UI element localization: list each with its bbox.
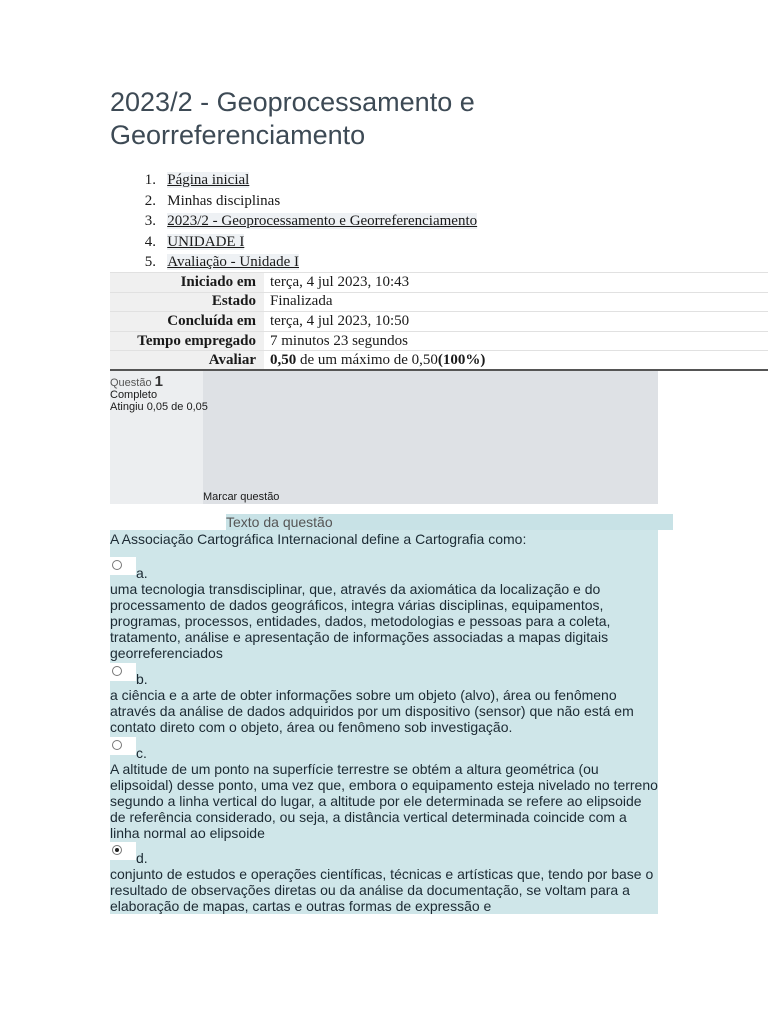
radio-circle-icon <box>112 560 122 570</box>
radio-selected-dot-icon <box>115 848 119 852</box>
option-a-text[interactable]: uma tecnologia transdisciplinar, que, através da axiomática da localização e do processamento de dados geográficos, integra várias disciplinas, equipamentos, programas, processos, entidades, dados, metodologias e pessoas para a coleta, tratamento, análise e apresentação de informações associadas a mapas digitais georreferenciados <box>110 581 611 661</box>
summary-label: Iniciado em <box>110 273 264 293</box>
grade-percent: (100%) <box>437 351 486 368</box>
question-info-panel <box>110 371 658 504</box>
breadcrumb-item-home <box>110 170 477 191</box>
question-text-header: Texto da questão <box>226 514 673 530</box>
question-grade: Atingiu 0,05 de 0,05 <box>110 401 208 413</box>
breadcrumb-item-unit <box>110 232 477 253</box>
breadcrumb-link-course[interactable]: 2023/2 - Geoprocessamento e Georreferenciamento <box>167 213 478 229</box>
breadcrumb-item-my-courses <box>110 191 477 212</box>
question-state: Completo <box>110 389 158 401</box>
summary-value: terça, 4 jul 2023, 10:50 <box>264 312 768 332</box>
summary-label: Estado <box>110 292 264 312</box>
option-c-radio[interactable] <box>110 737 136 755</box>
summary-label: Concluída em <box>110 312 264 332</box>
breadcrumb-text-my-courses: Minhas disciplinas <box>167 192 281 209</box>
grade-score: 0,50 <box>270 351 297 368</box>
breadcrumb-number: 5. <box>144 254 156 270</box>
radio-circle-icon <box>112 740 122 750</box>
page-title: 2023/2 - Geoprocessamento e Georreferenciamento <box>110 87 475 150</box>
summary-row-time <box>110 331 768 351</box>
summary-value: Finalizada <box>264 292 768 312</box>
breadcrumb-item-course <box>110 211 477 232</box>
attempt-summary-table <box>110 272 768 371</box>
breadcrumb-number: 2. <box>144 192 156 209</box>
option-c-text[interactable]: A altitude de um ponto na superfície terrestre se obtém a altura geométrica (ou elipsoidal) desse ponto, uma vez que, embora o equipamento esteja nivelado no terreno segundo a linha vertical do lugar, a altitude por ele determinada se refere ao elipsoide de referência considerado, ou seja, a distância vertical determinada coincide com a linha normal ao elipsoide <box>110 761 658 841</box>
breadcrumb-link-quiz[interactable]: Avaliação - Unidade I <box>167 254 299 270</box>
question-content <box>110 530 658 914</box>
option-b-radio[interactable] <box>110 663 136 681</box>
summary-label: Avaliar <box>110 351 264 371</box>
question-number <box>110 373 163 390</box>
question-number-label: Questão <box>110 377 152 389</box>
summary-row-completed <box>110 312 768 332</box>
question-number-value: 1 <box>154 373 163 390</box>
summary-row-grade <box>110 351 768 371</box>
summary-row-state <box>110 292 768 312</box>
option-c-letter: c. <box>136 745 147 761</box>
option-a-radio[interactable] <box>110 557 136 575</box>
breadcrumb-number: 1. <box>144 172 156 188</box>
summary-row-started <box>110 273 768 293</box>
summary-value <box>264 351 768 371</box>
breadcrumb <box>110 170 477 273</box>
summary-value: terça, 4 jul 2023, 10:43 <box>264 273 768 293</box>
option-a-letter: a. <box>136 565 148 581</box>
summary-value: 7 minutos 23 segundos <box>264 331 768 351</box>
breadcrumb-number: 3. <box>144 213 156 229</box>
option-b-text[interactable]: a ciência e a arte de obter informações sobre um objeto (alvo), área ou fenômeno através da análise de dados adquiridos por um dispositivo (sensor) que não está em contato direto com o objeto, área ou fenômeno sob investigação. <box>110 687 634 735</box>
option-d-text[interactable]: conjunto de estudos e operações científicas, técnicas e artísticas que, tendo por base o resultado de observações diretas ou da análise da documentação, se voltam para a elaboração de mapas, cartas e outras formas de expressão e <box>110 866 654 914</box>
option-d-radio[interactable] <box>110 842 136 860</box>
breadcrumb-link-home[interactable]: Página inicial <box>167 172 250 188</box>
breadcrumb-link-unit[interactable]: UNIDADE I <box>167 233 245 250</box>
question-prompt: A Associação Cartográfica Internacional define a Cartografia como: <box>110 531 527 547</box>
option-d-letter: d. <box>136 850 148 866</box>
breadcrumb-item-quiz <box>110 252 477 273</box>
grade-max: de um máximo de 0,50 <box>296 351 438 368</box>
option-b-letter: b. <box>136 671 148 687</box>
radio-circle-icon <box>112 666 122 676</box>
flag-question-link[interactable]: Marcar questão <box>203 491 280 503</box>
breadcrumb-number: 4. <box>144 233 156 250</box>
summary-label: Tempo empregado <box>110 331 264 351</box>
